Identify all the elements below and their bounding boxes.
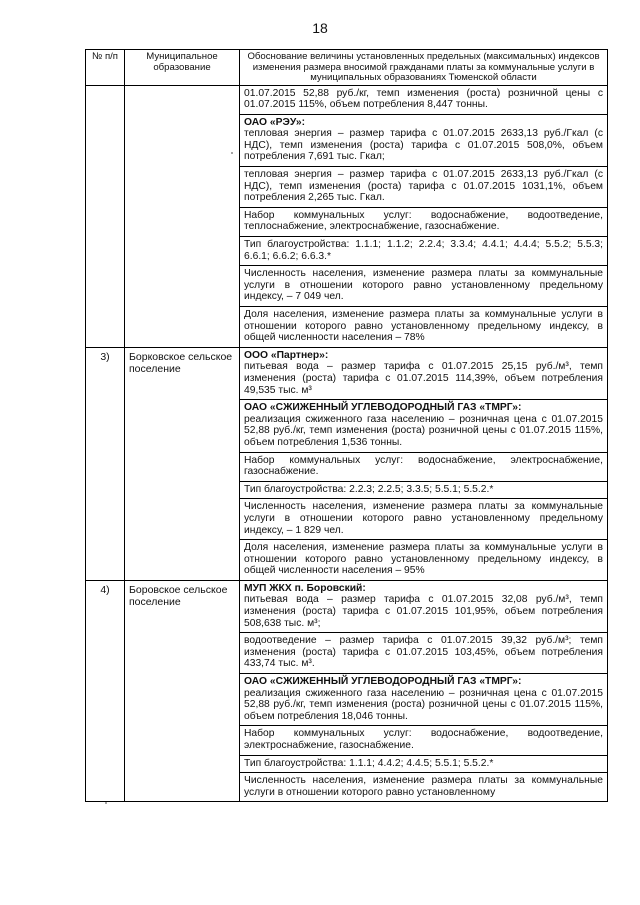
- basis-paragraph: [240, 633, 607, 674]
- basis-paragraph: [240, 581, 607, 633]
- paragraph-text: Тип благоустройства: 1.1.1; 4.4.2; 4.4.5; 5.5.1; 5.5.2.*: [244, 757, 494, 769]
- header-num: № п/п: [86, 50, 125, 86]
- paragraph-text: Доля населения, изменение размера платы за коммунальные услуги в отношении которого равно установленному предельному индексу, в общей численности населения – 78%: [244, 309, 603, 344]
- basis-paragraph: [240, 400, 607, 452]
- paragraph-text: реализация сжиженного газа населению – розничная цена с 01.07.2015 52,88 руб./кг, темп изменения (роста) розничной цены с 01.07.2015 115%, объем потребления 18,046 тонны.: [244, 687, 603, 722]
- scan-speck: [231, 152, 233, 154]
- municipality-name: [125, 85, 240, 347]
- paragraph-text: Доля населения, изменение размера платы за коммунальные услуги в отношении которого равно установленному предельному индексу, в общей численности населения – 95%: [244, 542, 603, 577]
- table-row: [86, 347, 608, 580]
- basis-paragraph: [240, 208, 607, 237]
- table-row: [86, 85, 608, 347]
- header-municipality: Муниципальное образование: [125, 50, 240, 86]
- table-row: [86, 580, 608, 802]
- paragraph-text: 01.07.2015 52,88 руб./кг, темп изменения (роста) розничной цены с 01.07.2015 115%, объем потребления 8,447 тонны.: [244, 87, 603, 111]
- supplier-name: МУП ЖКХ п. Боровский:: [244, 582, 366, 594]
- paragraph-text: Набор коммунальных услуг: водоснабжение, водоотведение, теплоснабжение, электроснабжение, газоснабжение.: [244, 209, 603, 233]
- basis-paragraph: [240, 86, 607, 115]
- paragraph-text: Численность населения, изменение размера платы за коммунальные услуги в отношении которого равно установленному: [244, 775, 603, 798]
- page-number: 18: [312, 20, 328, 36]
- municipality-name: Боровское сельское поселение: [125, 580, 240, 802]
- paragraph-text: Тип благоустройства: 2.2.3; 2.2.5; 3.3.5; 5.5.1; 5.5.2.*: [244, 483, 494, 495]
- paragraph-text: реализация сжиженного газа населению – розничная цена с 01.07.2015 52,88 руб./кг, темп изменения (роста) розничной цены с 01.07.2015 115%, объем потребления 1,536 тонны.: [244, 413, 603, 448]
- row-number: 4): [86, 580, 125, 802]
- row-number: [86, 85, 125, 347]
- row-number: 3): [86, 347, 125, 580]
- basis-paragraph: [240, 167, 607, 208]
- supplier-name: ОАО «СЖИЖЕННЫЙ УГЛЕВОДОРОДНЫЙ ГАЗ «ТМРГ»:: [244, 402, 522, 414]
- paragraph-text: Численность населения, изменение размера платы за коммунальные услуги в отношении которого равно установленному предельному индексу, – 7 049 чел.: [244, 268, 603, 303]
- paragraph-text: Набор коммунальных услуг: водоснабжение, электроснабжение, газоснабжение.: [244, 454, 603, 478]
- basis-cell: [240, 580, 608, 802]
- paragraph-text: питьевая вода – размер тарифа с 01.07.2015 32,08 руб./м³, темп изменения (роста) тарифа с 01.07.2015 101,95%, объем потребления 508,638 тыс. м³;: [244, 594, 603, 629]
- paragraph-text: питьевая вода – размер тарифа с 01.07.2015 25,15 руб./м³, темп изменения (роста) тарифа с 01.07.2015 114,39%, объем потребления 49,535 тыс. м³: [244, 361, 603, 396]
- basis-paragraph: [240, 540, 607, 580]
- basis-paragraph: [240, 453, 607, 482]
- supplier-name: ОАО «РЭУ»:: [244, 116, 306, 128]
- basis-paragraph: [240, 115, 607, 167]
- basis-paragraph: [240, 674, 607, 726]
- scan-speck: [105, 802, 107, 804]
- paragraph-text: тепловая энергия – размер тарифа с 01.07.2015 2633,13 руб./Гкал (с НДС), темп изменения (роста) тарифа с 01.07.2015 1031,1%, объем потребления 2,265 тыс. Гкал.: [244, 169, 603, 204]
- basis-paragraph: [240, 773, 607, 801]
- supplier-name: ООО «Партнер»:: [244, 349, 329, 361]
- header-basis: Обоснование величины установленных предельных (максимальных) индексов изменения размера вносимой гражданами платы за коммунальные услуги в муниципальных образованиях Тюменской области: [240, 50, 608, 86]
- paragraph-text: Численность населения, изменение размера платы за коммунальные услуги в отношении которого равно установленному предельному индексу, – 1 829 чел.: [244, 501, 603, 536]
- tariff-table: [85, 49, 608, 802]
- basis-paragraph: [240, 726, 607, 755]
- basis-paragraph: [240, 348, 607, 400]
- basis-paragraph: [240, 499, 607, 540]
- basis-paragraph: [240, 237, 607, 266]
- basis-paragraph: [240, 482, 607, 500]
- basis-paragraph: [240, 756, 607, 774]
- supplier-name: ОАО «СЖИЖЕННЫЙ УГЛЕВОДОРОДНЫЙ ГАЗ «ТМРГ»:: [244, 676, 522, 688]
- table-header-row: [86, 50, 608, 86]
- paragraph-text: Тип благоустройства: 1.1.1; 1.1.2; 2.2.4; 3.3.4; 4.4.1; 4.4.4; 5.5.2; 5.5.3; 6.6.1; 6.6.2; 6.6.3.*: [244, 239, 603, 262]
- basis-cell: [240, 85, 608, 347]
- paragraph-text: тепловая энергия – размер тарифа с 01.07.2015 2633,13 руб./Гкал (с НДС), темп изменения (роста) тарифа с 01.07.2015 508,0%, объем потребления 7,691 тыс. Гкал;: [244, 128, 603, 163]
- paragraph-text: водоотведение – размер тарифа с 01.07.2015 39,32 руб./м³; темп изменения (роста) тарифа с 01.07.2015 103,45%, объем потребления 433,74 тыс. м³.: [244, 635, 603, 670]
- municipality-name: Борковское сельское поселение: [125, 347, 240, 580]
- paragraph-text: Набор коммунальных услуг: водоснабжение, водоотведение, электроснабжение, газоснабжение.: [244, 728, 603, 751]
- basis-paragraph: [240, 266, 607, 307]
- basis-paragraph: [240, 307, 607, 347]
- basis-cell: [240, 347, 608, 580]
